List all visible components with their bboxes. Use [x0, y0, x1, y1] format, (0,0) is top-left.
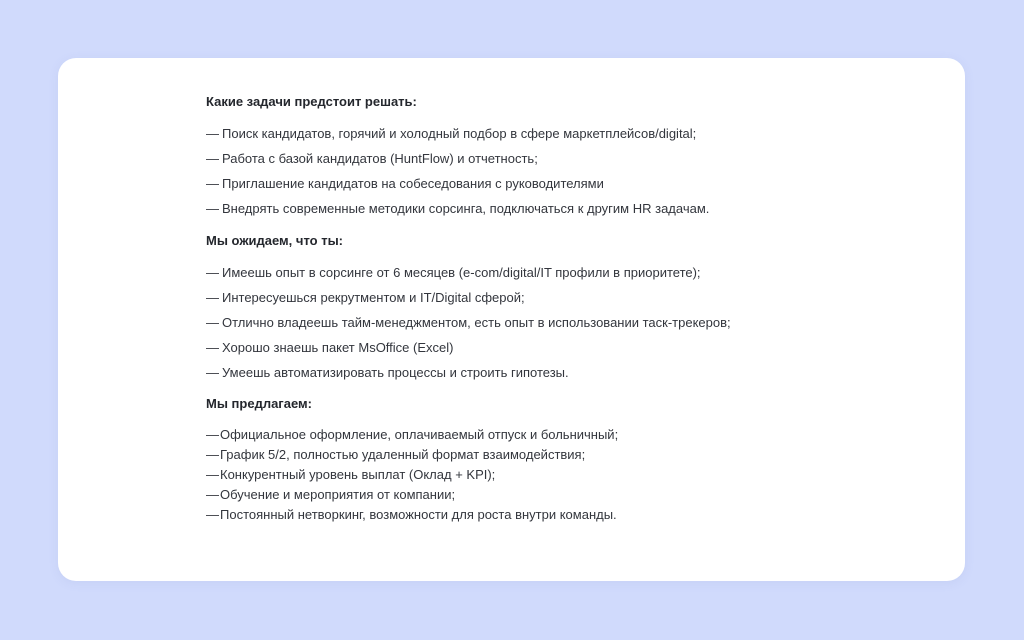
- list-item: — Умеешь автоматизировать процессы и строить гипотезы.: [206, 365, 731, 390]
- list-item: — Интересуешься рекрутментом и IT/Digital сферой;: [206, 290, 731, 315]
- list-item: — Приглашение кандидатов на собеседования с руководителями: [206, 176, 709, 201]
- bullet-dash: —: [206, 126, 219, 141]
- content-card: [58, 58, 965, 581]
- bullet-dash: —: [206, 340, 219, 355]
- list-item: — Работа с базой кандидатов (HuntFlow) и отчетность;: [206, 151, 709, 176]
- bullet-dash: —: [206, 447, 219, 462]
- bullet-dash: —: [206, 487, 219, 502]
- section-heading-tasks: Какие задачи предстоит решать:: [206, 94, 417, 109]
- list-item: — Хорошо знаешь пакет MsOffice (Excel): [206, 340, 731, 365]
- list-item: — Отлично владеешь тайм-менеджментом, есть опыт в использовании таск-трекеров;: [206, 315, 731, 340]
- offer-list: [206, 427, 618, 527]
- bullet-dash: —: [206, 315, 219, 330]
- list-item: — Официальное оформление, оплачиваемый отпуск и больничный;: [206, 427, 618, 447]
- bullet-dash: —: [206, 176, 219, 191]
- list-item: — Постоянный нетворкинг, возможности для роста внутри команды.: [206, 507, 618, 527]
- bullet-dash: —: [206, 151, 219, 166]
- list-item: — Внедрять современные методики сорсинга, подключаться к другим HR задачам.: [206, 201, 709, 226]
- expectations-list: [206, 265, 731, 390]
- list-item: — Имеешь опыт в сорсинге от 6 месяцев (e-com/digital/IT профили в приоритете);: [206, 265, 731, 290]
- list-item: — Конкурентный уровень выплат (Оклад + KPI);: [206, 467, 618, 487]
- list-item: — Поиск кандидатов, горячий и холодный подбор в сфере маркетплейсов/digital;: [206, 126, 709, 151]
- section-heading-offer: Мы предлагаем:: [206, 396, 312, 411]
- bullet-dash: —: [206, 365, 219, 380]
- bullet-dash: —: [206, 265, 219, 280]
- list-item: — Обучение и мероприятия от компании;: [206, 487, 618, 507]
- section-heading-expectations: Мы ожидаем, что ты:: [206, 233, 343, 248]
- tasks-list: [206, 126, 709, 226]
- bullet-dash: —: [206, 507, 219, 522]
- bullet-dash: —: [206, 201, 219, 216]
- bullet-dash: —: [206, 290, 219, 305]
- bullet-dash: —: [206, 467, 219, 482]
- bullet-dash: —: [206, 427, 219, 442]
- list-item: — График 5/2, полностью удаленный формат взаимодействия;: [206, 447, 618, 467]
